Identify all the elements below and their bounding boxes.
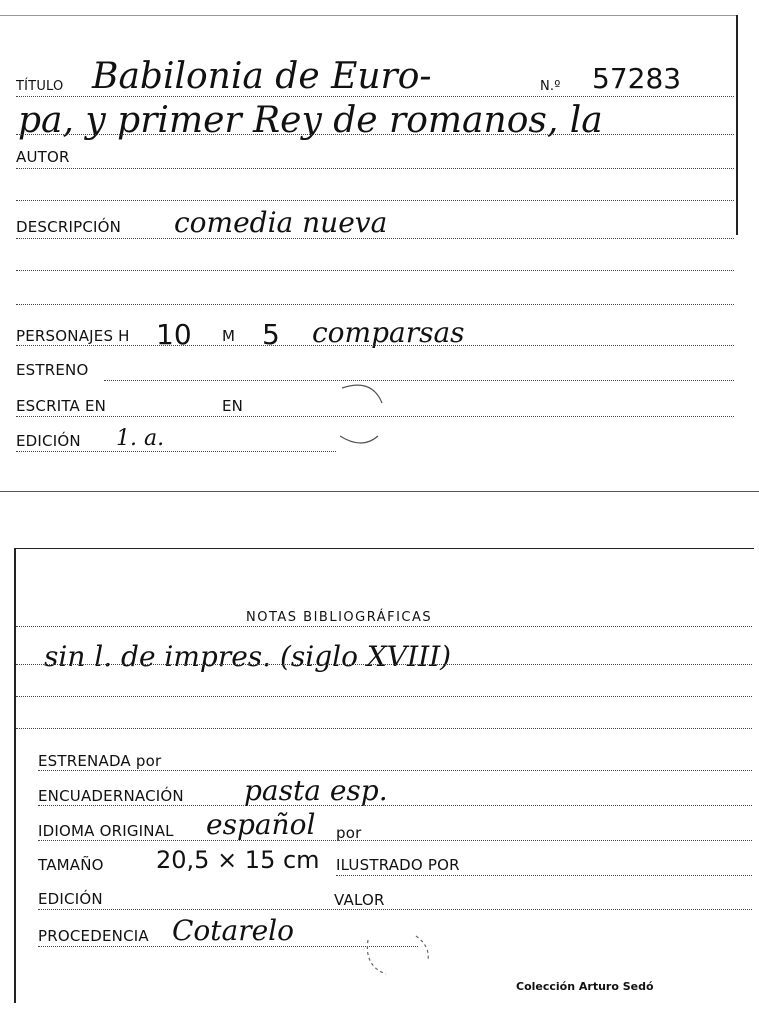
label-valor: VALOR: [334, 891, 385, 909]
label-ilustrado-por: ILUSTRADO POR: [336, 856, 460, 874]
dotline-autor-2: [16, 200, 734, 201]
punch-mark-icon: [332, 378, 392, 448]
dotline-estreno: [104, 380, 734, 381]
label-personajes-h: PERSONAJES H: [16, 327, 130, 345]
label-en: EN: [222, 397, 244, 415]
dotline-notas-4: [16, 728, 752, 729]
dotline-idioma: [38, 840, 752, 841]
label-titulo: TÍTULO: [16, 79, 64, 94]
dotline-notas-3: [16, 696, 752, 697]
label-encuadernacion: ENCUADERNACIÓN: [38, 787, 184, 805]
dotline-titulo: [16, 96, 734, 97]
label-tamano: TAMAÑO: [38, 856, 104, 874]
collection-stamp: Colección Arturo Sedó: [516, 980, 654, 993]
dotline-descripcion-2: [16, 270, 734, 271]
value-comparsas: comparsas: [312, 316, 465, 349]
dotline-estrenada: [38, 770, 752, 771]
dotline-titulo-2: [16, 134, 734, 135]
value-descripcion: comedia nueva: [174, 206, 388, 239]
value-numero: 57283: [592, 62, 682, 95]
label-edicion-back: EDICIÓN: [38, 890, 103, 908]
label-descripcion: DESCRIPCIÓN: [16, 218, 122, 236]
back-left-border: [14, 548, 16, 1003]
front-top-border: [0, 15, 737, 16]
label-por: por: [336, 824, 362, 842]
value-procedencia: Cotarelo: [172, 914, 294, 947]
label-estrenada-por: ESTRENADA por: [38, 752, 162, 770]
label-procedencia: PROCEDENCIA: [38, 927, 149, 945]
dotline-tamano: [336, 875, 752, 876]
dotline-encuadernacion: [38, 805, 752, 806]
label-numero: N.º: [540, 79, 561, 94]
label-estreno: ESTRENO: [16, 361, 89, 379]
dotline-descripcion: [16, 238, 734, 239]
label-edicion: EDICIÓN: [16, 432, 81, 450]
label-autor: AUTOR: [16, 148, 70, 166]
card-front: [0, 0, 759, 495]
value-encuadernacion: pasta esp.: [244, 774, 388, 807]
value-titulo-line2: pa, y primer Rey de romanos, la: [18, 100, 603, 141]
value-idioma-original: español: [206, 808, 316, 841]
label-notas: NOTAS BIBLIOGRÁFICAS: [246, 610, 433, 625]
dotline-notas-2: [16, 664, 752, 665]
value-notas: sin l. de impres. (siglo XVIII): [44, 640, 452, 673]
card-back: [0, 540, 759, 1028]
dotline-notas: [16, 626, 752, 627]
dotline-descripcion-3: [16, 304, 734, 305]
label-idioma-original: IDIOMA ORIGINAL: [38, 822, 174, 840]
value-tamano: 20,5 × 15 cm: [156, 846, 320, 874]
dotline-personajes: [16, 345, 734, 346]
value-edicion: 1. a.: [116, 426, 165, 451]
punch-mark-icon-back: [356, 926, 436, 986]
dotline-edicion-back: [38, 909, 752, 910]
dotline-autor: [16, 168, 734, 169]
dotline-edicion: [16, 451, 336, 452]
label-m: M: [222, 327, 236, 345]
value-h: 10: [156, 318, 192, 351]
value-titulo-line1: Babilonia de Euro-: [92, 56, 432, 97]
front-right-border: [736, 15, 738, 235]
label-escrita-en: ESCRITA EN: [16, 397, 107, 415]
back-top-border: [14, 548, 754, 549]
front-bottom-border: [0, 491, 759, 492]
value-m: 5: [262, 318, 280, 351]
